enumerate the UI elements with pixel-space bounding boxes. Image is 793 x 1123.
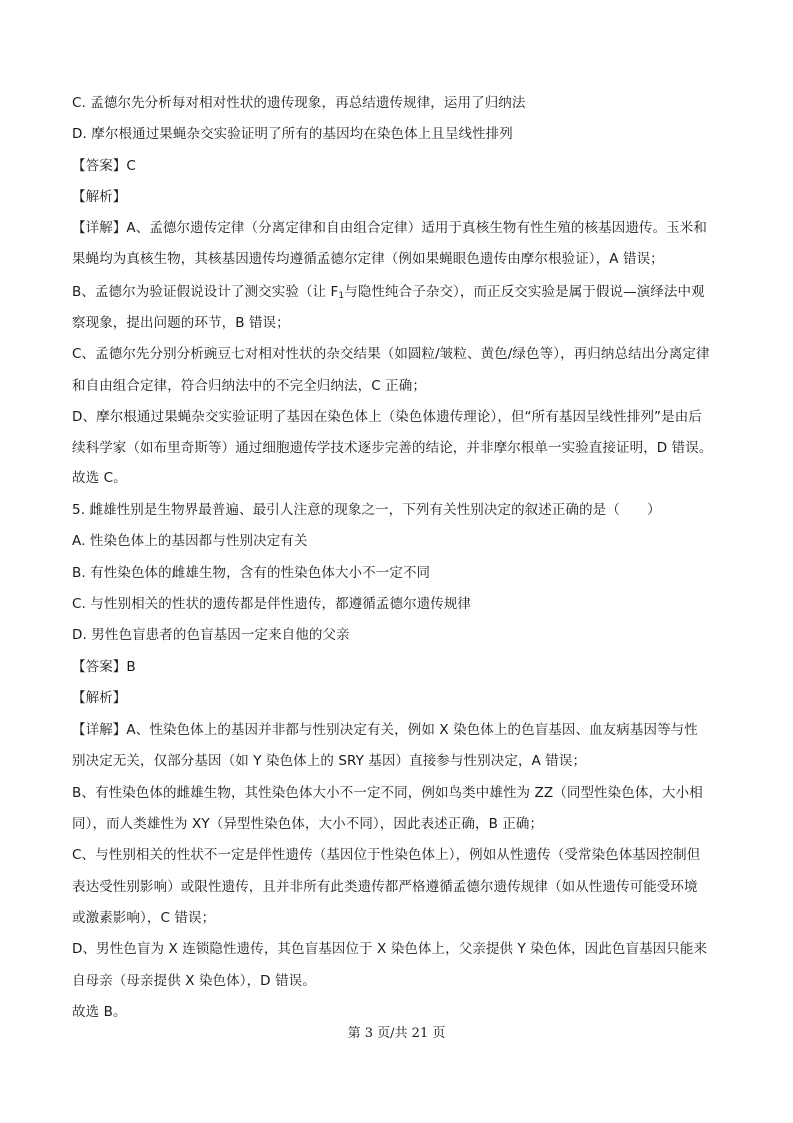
explanation-line: 或激素影响），C 错误； [72, 910, 216, 926]
explanation-line: 【详解】A、孟德尔遗传定律（分离定律和自由组合定律）适用于真核生物有性生殖的核基因遗传。玉米和 [72, 220, 707, 236]
explanation-line: 察现象，提出问题的环节，B 错误； [72, 315, 290, 331]
explanation-line: D、男性色盲为 X 连锁隐性遗传，其色盲基因位于 X 染色体上，父亲提供 Y 染色体，因此色盲基因只能来 [72, 941, 708, 957]
explanation-line: 和自由组合定律，符合归纳法中的不完全归纳法，C 正确； [72, 378, 426, 394]
explanation-line: B、有性染色体的雌雄生物，其性染色体大小不一定不同，例如鸟类中雄性为 ZZ（同型性染色体，大小相 [72, 785, 703, 801]
option-d-q4: D. 摩尔根通过果蝇杂交实验证明了所有的基因均在染色体上且呈线性排列 [72, 126, 513, 142]
page-number-footer: 第 3 页/共 21 页 [347, 1026, 446, 1041]
explanation-line: 续科学家（如布里奇斯等）通过细胞遗传学技术逐步完善的结论，并非摩尔根单一实验直接证明，D 错误。 [72, 440, 713, 456]
explanation-text: B、孟德尔为验证假说设计了测交实验（让 F [72, 284, 339, 300]
conclusion-q5: 故选 B。 [72, 1004, 127, 1020]
explanation-line: 表达受性别影响）或限性遗传，且并非所有此类遗传都严格遵循孟德尔遗传规律（如从性遗传可能受环境 [72, 879, 698, 895]
answer-q5: 【答案】B [72, 659, 136, 675]
conclusion-q4: 故选 C。 [72, 470, 127, 486]
option-a-q5: A. 性染色体上的基因都与性别决定有关 [72, 533, 308, 549]
explanation-line: 【详解】A、性染色体上的基因并非都与性别决定有关，例如 X 染色体上的色盲基因、血友病基因等与性 [72, 722, 698, 738]
explanation-line: D、摩尔根通过果蝇杂交实验证明了基因在染色体上（染色体遗传理论），但“所有基因呈线性排列”是由后 [72, 409, 702, 425]
question-5-stem: 5. 雌雄性别是生物界最普遍、最引人注意的现象之一，下列有关性别决定的叙述正确的是（ ） [72, 502, 661, 518]
option-c-q4: C. 孟德尔先分析每对相对性状的遗传现象，再总结遗传规律，运用了归纳法 [72, 95, 526, 111]
explanation-line: 别决定无关，仅部分基因（如 Y 染色体上的 SRY 基因）直接参与性别决定，A 错误； [72, 753, 587, 769]
explanation-line: C、孟德尔先分别分析豌豆七对相对性状的杂交结果（如圆粒/皱粒、黄色/绿色等），再归纳总结出分离定律 [72, 346, 710, 362]
option-d-q5: D. 男性色盲患者的色盲基因一定来自他的父亲 [72, 627, 350, 643]
explanation-line-b [72, 283, 722, 305]
explanation-line: 同），而人类雄性为 XY（异型性染色体，大小不同），因此表述正确，B 正确； [72, 816, 544, 832]
option-b-q5: B. 有性染色体的雌雄生物，含有的性染色体大小不一定不同 [72, 565, 431, 581]
answer-q4: 【答案】C [72, 158, 136, 174]
explanation-line: C、与性别相关的性状不一定是伴性遗传（基因位于性染色体上），例如从性遗传（受常染色体基因控制但 [72, 847, 701, 863]
option-c-q5: C. 与性别相关的性状的遗传都是伴性遗传，都遵循孟德尔遗传规律 [72, 596, 472, 612]
analysis-heading-q5: 【解析】 [72, 690, 127, 706]
explanation-line: 果蝇均为真核生物，其核基因遗传均遵循孟德尔定律（例如果蝇眼色遗传由摩尔根验证），A 错误； [72, 251, 664, 267]
subscript: 1 [338, 291, 345, 301]
explanation-text: 与隐性纯合子杂交），而正反交实验是属于假说—演绎法中观 [344, 284, 705, 300]
explanation-line: 自母亲（母亲提供 X 染色体），D 错误。 [72, 973, 316, 989]
analysis-heading-q4: 【解析】 [72, 189, 127, 205]
